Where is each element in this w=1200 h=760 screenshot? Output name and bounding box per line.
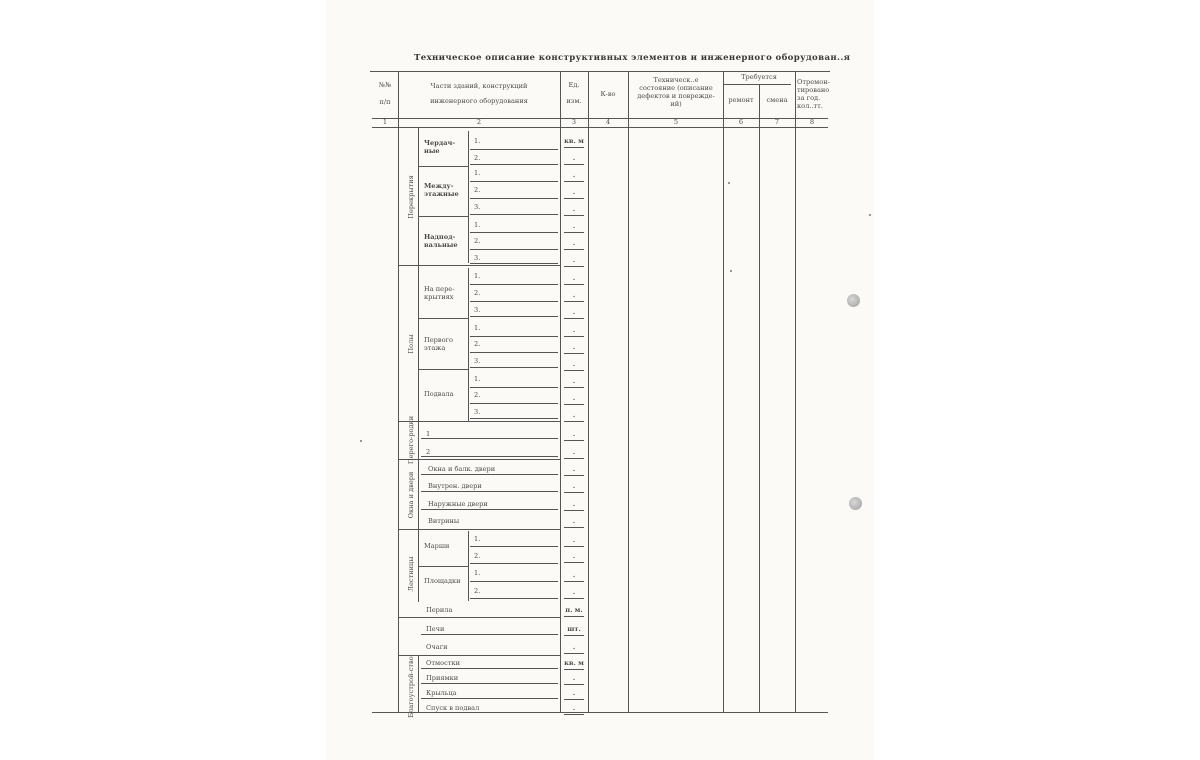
- header-tech-3: дефектов и поврежде-: [637, 92, 715, 100]
- table-top-border: [370, 71, 830, 72]
- unit-cell: .: [572, 552, 576, 560]
- col-divider-2: [560, 71, 561, 712]
- row-number: 2: [426, 448, 431, 456]
- header-unit-1: Ед.: [568, 81, 580, 89]
- unit-underline: [564, 492, 584, 493]
- subgroup-col-line: [468, 531, 469, 601]
- row-number: 1.: [474, 221, 481, 229]
- row-line: [470, 336, 558, 337]
- row-line: [421, 683, 558, 684]
- col-number: 3: [571, 118, 577, 126]
- subgroup-divider: [418, 369, 468, 370]
- group-col-line: [418, 459, 419, 529]
- row-line: [470, 563, 558, 564]
- punch-hole: [847, 294, 860, 307]
- header-done-4: кол..тт.: [797, 102, 823, 110]
- unit-cell: .: [572, 188, 576, 196]
- col-divider-7: [795, 71, 796, 712]
- subgroup-label: ные: [424, 147, 440, 155]
- section-divider: [398, 617, 560, 618]
- subgroup-label: Первого: [424, 336, 453, 344]
- row-line: [470, 249, 558, 250]
- unit-cell: .: [572, 500, 576, 508]
- row-line: [470, 581, 558, 582]
- row-number: 2.: [474, 391, 481, 399]
- row-number: 2.: [474, 154, 481, 162]
- unit-cell: п. м.: [565, 606, 583, 614]
- unit-underline: [564, 370, 584, 371]
- row-number: 2.: [474, 289, 481, 297]
- subgroup-col-line: [468, 131, 469, 263]
- unit-cell: .: [572, 411, 576, 419]
- required-divider: [723, 84, 791, 85]
- row-number: 2.: [474, 340, 481, 348]
- unit-cell: .: [572, 205, 576, 213]
- unit-cell: .: [572, 465, 576, 473]
- group-col-line: [418, 655, 419, 712]
- unit-underline: [564, 475, 584, 476]
- col-divider-5: [723, 71, 724, 712]
- section-divider: [398, 459, 560, 460]
- unit-underline: [564, 232, 584, 233]
- unit-cell: .: [572, 588, 576, 596]
- row-line: [470, 181, 558, 182]
- row-line: [470, 284, 558, 285]
- group-label-peregorodki: Перего-родки: [407, 415, 415, 465]
- col-divider-3: [588, 71, 589, 712]
- row-line: [470, 232, 558, 233]
- unit-underline: [564, 181, 584, 182]
- row-line: [421, 698, 558, 699]
- header-done-3: за год.: [797, 94, 821, 102]
- header-parts-1: Части зданий, конструкций: [430, 82, 528, 90]
- header-repair: ремонт: [728, 96, 754, 104]
- row-line: [470, 352, 558, 353]
- row-number: 1.: [474, 272, 481, 280]
- row-number: 3.: [474, 254, 481, 262]
- row-line: [470, 149, 558, 150]
- row-line: [470, 214, 558, 215]
- section-divider: [398, 655, 560, 656]
- col-number: 4: [605, 118, 611, 126]
- group-label-blago: Благоустрой-ство: [407, 656, 415, 718]
- subgroup-divider: [418, 216, 468, 217]
- unit-underline: [564, 714, 584, 715]
- group-label-perekrytia: Перекрытия: [407, 175, 415, 219]
- row-line: [421, 438, 558, 439]
- row-number: 1.: [474, 137, 481, 145]
- row-line: [470, 403, 558, 404]
- row-line: [421, 456, 558, 457]
- unit-underline: [564, 669, 584, 670]
- subgroup-label: Марши: [424, 542, 450, 550]
- unit-underline: [564, 598, 584, 599]
- unit-cell: .: [572, 689, 576, 697]
- group-col-line: [418, 421, 419, 459]
- paper-speck: [728, 182, 730, 184]
- item-label: Крыльца: [426, 689, 457, 697]
- row-line: [470, 198, 558, 199]
- paper-speck: [360, 440, 362, 442]
- subgroup-col-line: [468, 268, 469, 421]
- unit-cell: .: [572, 517, 576, 525]
- item-label: Очаги: [426, 643, 448, 651]
- item-label: Спуск в подвал: [426, 704, 480, 712]
- subgroup-label: Чердач-: [424, 139, 456, 147]
- unit-underline: [564, 404, 584, 405]
- document-page: [326, 0, 874, 760]
- unit-cell: .: [572, 154, 576, 162]
- unit-cell: .: [572, 360, 576, 368]
- header-qty: К-во: [600, 90, 616, 98]
- header-done-1: Отремон-: [797, 78, 830, 86]
- row-number: 2.: [474, 552, 481, 560]
- subgroup-label: Надпод-: [424, 233, 456, 241]
- unit-underline: [564, 164, 584, 165]
- unit-underline: [564, 147, 584, 148]
- unit-underline: [564, 249, 584, 250]
- unit-cell: .: [572, 536, 576, 544]
- section-divider: [398, 529, 560, 530]
- paper-speck: [730, 270, 732, 272]
- item-label: Окна и балк. двери: [428, 465, 496, 473]
- col-number: 6: [738, 118, 744, 126]
- group-label-lestnicy: Лестницы: [407, 556, 415, 592]
- unit-underline: [564, 527, 584, 528]
- col-number: 5: [673, 118, 679, 126]
- unit-underline: [564, 684, 584, 685]
- group-col-line: [418, 128, 419, 421]
- header-unit-2: изм.: [566, 97, 582, 105]
- unit-cell: .: [572, 291, 576, 299]
- header-tech-2: состояние (описание: [639, 84, 713, 92]
- header-done-2: тировано: [797, 86, 830, 94]
- unit-underline: [564, 562, 584, 563]
- row-number: 2.: [474, 237, 481, 245]
- subgroup-label: Подвала: [424, 390, 454, 398]
- col-number: 8: [809, 118, 815, 126]
- item-label: Внутрен. двери: [428, 482, 482, 490]
- unit-cell: .: [572, 239, 576, 247]
- header-required: Требуется: [741, 73, 777, 81]
- subgroup-label: Между-: [424, 182, 454, 190]
- section-divider: [398, 421, 560, 422]
- subgroup-label: вальные: [424, 241, 458, 249]
- unit-cell: кв. м: [564, 659, 584, 667]
- col-number: 1: [382, 118, 388, 126]
- unit-underline: [564, 581, 584, 582]
- subgroup-label: Площадки: [424, 577, 461, 585]
- subgroup-label: этажные: [424, 190, 459, 198]
- row-number: 2.: [474, 587, 481, 595]
- item-label: Печи: [426, 625, 445, 633]
- header-tech-4: ий): [670, 100, 682, 108]
- header-num-1: №№: [378, 81, 392, 89]
- unit-cell: .: [572, 308, 576, 316]
- unit-underline: [564, 318, 584, 319]
- unit-cell: .: [572, 256, 576, 264]
- row-line: [470, 387, 558, 388]
- subgroup-divider: [418, 318, 468, 319]
- row-number: 1: [426, 430, 431, 438]
- unit-underline: [564, 510, 584, 511]
- col-divider-1: [398, 71, 399, 712]
- row-line: [470, 546, 558, 547]
- item-label: Витрины: [428, 517, 460, 525]
- row-line: [421, 634, 558, 635]
- group-label-poly: Полы: [407, 334, 415, 354]
- unit-underline: [564, 387, 584, 388]
- unit-underline: [564, 699, 584, 700]
- row-line: [470, 164, 558, 165]
- row-number: 2.: [474, 186, 481, 194]
- col-number: 2: [476, 118, 482, 126]
- row-number: 3.: [474, 357, 481, 365]
- unit-underline: [564, 546, 584, 547]
- subgroup-divider: [418, 166, 468, 167]
- paper-speck: [869, 214, 871, 216]
- table-bottom-border: [372, 712, 828, 713]
- unit-cell: .: [572, 394, 576, 402]
- unit-cell: .: [572, 704, 576, 712]
- unit-cell: кв. м: [564, 137, 584, 145]
- unit-cell: .: [572, 171, 576, 179]
- group-label-okna: Окна и двери: [407, 471, 415, 519]
- col-divider-4: [628, 71, 629, 712]
- unit-cell: .: [572, 571, 576, 579]
- unit-cell: .: [572, 377, 576, 385]
- unit-underline: [564, 440, 584, 441]
- header-num-2: п/п: [379, 98, 391, 106]
- unit-cell: .: [572, 274, 576, 282]
- row-line: [470, 263, 558, 264]
- item-label: Отмостки: [426, 659, 461, 667]
- header-parts-2: инженерного оборудования: [430, 97, 528, 105]
- item-label: Наружные двери: [428, 500, 488, 508]
- unit-underline: [564, 336, 584, 337]
- unit-cell: шт.: [567, 625, 581, 633]
- unit-underline: [564, 458, 584, 459]
- unit-underline: [564, 198, 584, 199]
- unit-underline: [564, 353, 584, 354]
- section-divider: [398, 265, 560, 266]
- header-replace: смена: [766, 96, 788, 104]
- unit-cell: .: [572, 643, 576, 651]
- unit-underline: [564, 616, 584, 617]
- row-number: 1.: [474, 324, 481, 332]
- unit-cell: .: [572, 482, 576, 490]
- col-number: 7: [774, 118, 780, 126]
- subgroup-divider: [418, 566, 468, 567]
- row-line: [470, 418, 558, 419]
- header-tech-1: Техническ..е: [653, 76, 699, 84]
- unit-underline: [564, 215, 584, 216]
- row-line: [470, 598, 558, 599]
- unit-underline: [564, 284, 584, 285]
- subgroup-label: крытиях: [424, 293, 454, 301]
- unit-underline: [564, 421, 584, 422]
- row-number: 1.: [474, 375, 481, 383]
- row-number: 3.: [474, 408, 481, 416]
- subgroup-label: На пере-: [424, 285, 455, 293]
- row-line: [470, 301, 558, 302]
- page-title: Техническое описание конструктивных элементов и инженерного оборудован..я: [414, 53, 851, 63]
- row-number: 1.: [474, 169, 481, 177]
- unit-cell: .: [572, 448, 576, 456]
- unit-underline: [564, 653, 584, 654]
- row-number: 3.: [474, 306, 481, 314]
- row-line: [470, 316, 558, 317]
- unit-underline: [564, 266, 584, 267]
- unit-cell: .: [572, 674, 576, 682]
- unit-cell: .: [572, 326, 576, 334]
- item-label: Перила: [426, 606, 453, 614]
- row-line: [421, 474, 558, 475]
- row-number: 3.: [474, 203, 481, 211]
- row-line: [421, 491, 558, 492]
- row-line: [421, 509, 558, 510]
- unit-underline: [564, 635, 584, 636]
- unit-cell: .: [572, 343, 576, 351]
- unit-cell: .: [572, 222, 576, 230]
- row-line: [421, 668, 558, 669]
- unit-cell: .: [572, 430, 576, 438]
- col-divider-6: [759, 84, 760, 712]
- item-label: Приямки: [426, 674, 459, 682]
- row-number: 1.: [474, 535, 481, 543]
- subgroup-label: этажа: [424, 344, 446, 352]
- row-number: 1.: [474, 569, 481, 577]
- unit-underline: [564, 301, 584, 302]
- row-line: [470, 367, 558, 368]
- punch-hole: [849, 497, 862, 510]
